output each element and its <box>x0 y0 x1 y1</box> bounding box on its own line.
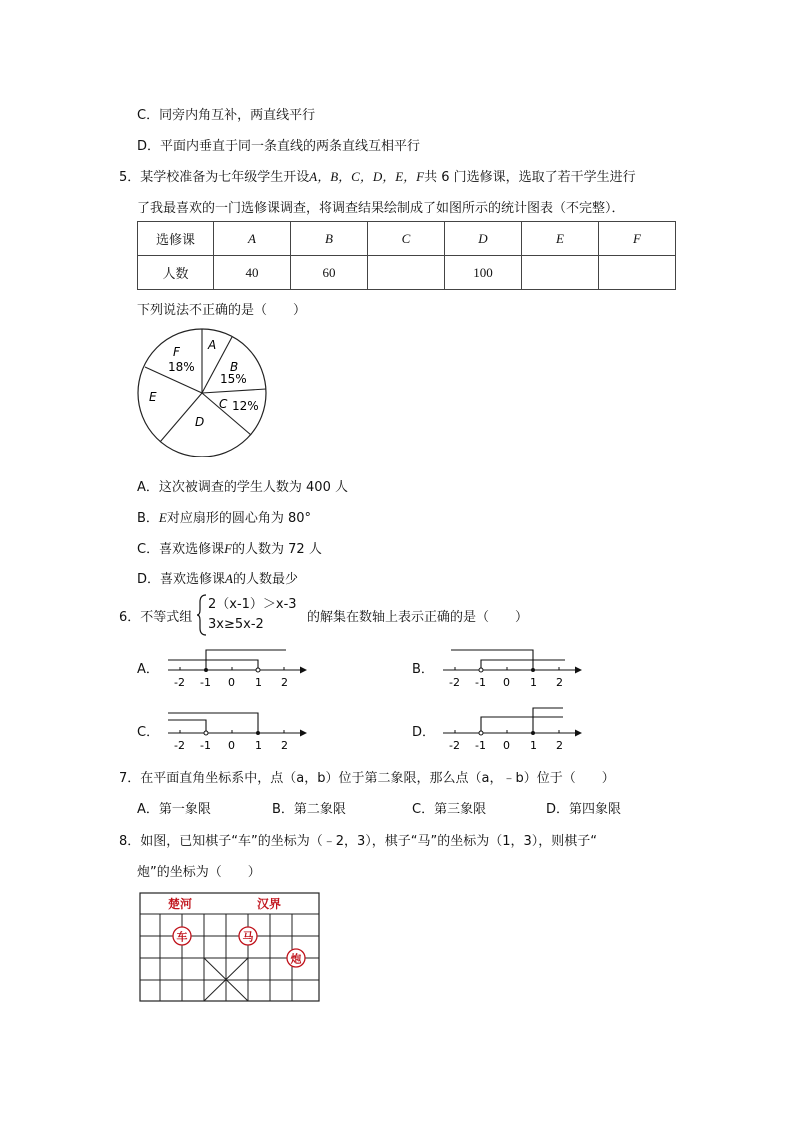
table-count-e <box>522 256 599 290</box>
tick-label: 1 <box>530 676 537 689</box>
table-row-label: 人数 <box>138 256 214 290</box>
q5-option-d-text: 的人数最少 <box>232 572 298 587</box>
q6-label-a: A． <box>137 662 159 677</box>
tick-label: 0 <box>228 676 235 689</box>
pie-divider-bc <box>202 389 266 393</box>
q5-option-c-prefix: C．喜欢选修课 <box>137 542 225 557</box>
q6-inequality-2: 3x≥5x-2 <box>208 617 264 632</box>
pie-pct-f: 18% <box>168 360 195 374</box>
q5-option-d <box>137 568 298 587</box>
tick-label: -1 <box>200 739 211 752</box>
q4-option-c: C．同旁内角互补，两直线平行 <box>137 108 316 123</box>
tick-label: -2 <box>449 676 460 689</box>
pie-chart <box>135 327 271 457</box>
tick-label: -2 <box>174 739 185 752</box>
piece-ju <box>173 927 191 945</box>
tick-label: 1 <box>530 739 537 752</box>
q7-option-c: C．第三象限 <box>412 802 487 817</box>
q5-stem-line1 <box>119 166 636 185</box>
q5-option-d-var: A <box>225 571 233 586</box>
q5-stem-line2: 了我最喜欢的一门选修课调查，将调查结果绘制成了如图所示的统计图表（不完整）． <box>137 201 625 216</box>
q7-stem: 7．在平面直角坐标系中，点（a，b）位于第二象限，那么点（a，﹣b）位于（ ） <box>119 771 615 786</box>
tick-label: 1 <box>255 739 262 752</box>
number-line-a <box>160 640 310 690</box>
tick-label: 2 <box>281 739 288 752</box>
river-label-left: 楚河 <box>168 897 193 911</box>
table-course-c: C <box>368 222 445 256</box>
q5-option-c <box>137 538 322 557</box>
q5-option-b <box>137 507 311 526</box>
tick-label: 0 <box>228 739 235 752</box>
table-count-f <box>599 256 676 290</box>
number-line-d <box>435 703 585 753</box>
table-course-e: E <box>522 222 599 256</box>
q8-stem-line1: 8．如图，已知棋子“车”的坐标为（﹣2，3），棋子“马”的坐标为（1，3），则棋子“ <box>119 834 598 849</box>
table-course-f: F <box>599 222 676 256</box>
arrow-icon <box>575 667 582 674</box>
q8-stem-line2: 炮”的坐标为（ ） <box>137 865 261 880</box>
table-header-row <box>138 222 676 256</box>
q5-option-d-prefix: D．喜欢选修课 <box>137 572 226 587</box>
q6-label-d: D． <box>412 725 436 740</box>
table-count-a: 40 <box>214 256 291 290</box>
arrow-icon <box>300 667 307 674</box>
q5-stem-text-b: 共 6 门选修课，选取了若干学生进行 <box>424 170 636 185</box>
table-count-c <box>368 256 445 290</box>
tick-label: 0 <box>503 739 510 752</box>
brace-icon <box>196 593 208 637</box>
tick-label: -1 <box>475 739 486 752</box>
river-label-right: 汉界 <box>257 897 282 911</box>
q6-label-b: B． <box>412 662 434 677</box>
q5-option-c-text: 的人数为 72 人 <box>232 542 322 557</box>
q7-option-d: D．第四象限 <box>546 802 622 817</box>
table-course-b: B <box>291 222 368 256</box>
piece-ju-label: 车 <box>176 930 188 944</box>
pie-label-c: C <box>219 397 228 411</box>
tick-label: 2 <box>556 739 563 752</box>
pie-label-f: F <box>173 345 180 359</box>
pie-label-a: A <box>208 338 217 352</box>
q5-option-b-text: 对应扇形的圆心角为 80° <box>166 511 312 526</box>
pie-label-b: B <box>230 360 239 374</box>
chess-board <box>139 892 321 1004</box>
q5-option-a: A．这次被调查的学生人数为 400 人 <box>137 480 348 495</box>
pie-label-d: D <box>195 415 205 429</box>
q7-option-b: B．第二象限 <box>272 802 346 817</box>
piece-pao-label: 炮 <box>290 952 302 966</box>
table-count-b: 60 <box>291 256 368 290</box>
piece-ma <box>239 927 257 945</box>
tick-label: -1 <box>475 676 486 689</box>
q6-inequality-1: 2（x-1）＞x-3 <box>208 597 297 612</box>
table-header-label: 选修课 <box>138 222 214 256</box>
number-line-c <box>160 703 310 753</box>
table-course-a: A <box>214 222 291 256</box>
tick-label: -2 <box>449 739 460 752</box>
tick-label: -2 <box>174 676 185 689</box>
q5-prompt: 下列说法不正确的是（ ） <box>137 303 307 318</box>
q6-stem-prefix: 6．不等式组 <box>119 610 193 625</box>
piece-ma-label: 马 <box>242 930 254 944</box>
tick-label: 2 <box>556 676 563 689</box>
piece-pao <box>287 949 305 967</box>
pie-label-e: E <box>149 390 157 404</box>
table-count-d: 100 <box>445 256 522 290</box>
tick-label: 1 <box>255 676 262 689</box>
tick-label: -1 <box>200 676 211 689</box>
tick-label: 2 <box>281 676 288 689</box>
arrow-icon <box>575 730 582 737</box>
table-course-d: D <box>445 222 522 256</box>
q5-table <box>137 221 676 290</box>
pie-pct-c: 12% <box>232 399 259 413</box>
q5-option-b-prefix: B． <box>137 511 159 526</box>
q5-stem-letters: A，B，C，D，E，F <box>309 169 425 184</box>
q5-option-c-var: F <box>224 541 233 556</box>
q5-stem-text-a: 5．某学校准备为七年级学生开设 <box>119 170 310 185</box>
q7-option-a: A．第一象限 <box>137 802 211 817</box>
q6-stem-suffix: 的解集在数轴上表示正确的是（ ） <box>307 610 529 625</box>
arrow-icon <box>300 730 307 737</box>
q4-option-d: D．平面内垂直于同一条直线的两条直线互相平行 <box>137 139 421 154</box>
q5-option-b-var: E <box>158 510 167 525</box>
tick-label: 0 <box>503 676 510 689</box>
number-line-b <box>435 640 585 690</box>
q6-label-c: C． <box>137 725 160 740</box>
pie-pct-b: 15% <box>220 372 247 386</box>
table-count-row <box>138 256 676 290</box>
